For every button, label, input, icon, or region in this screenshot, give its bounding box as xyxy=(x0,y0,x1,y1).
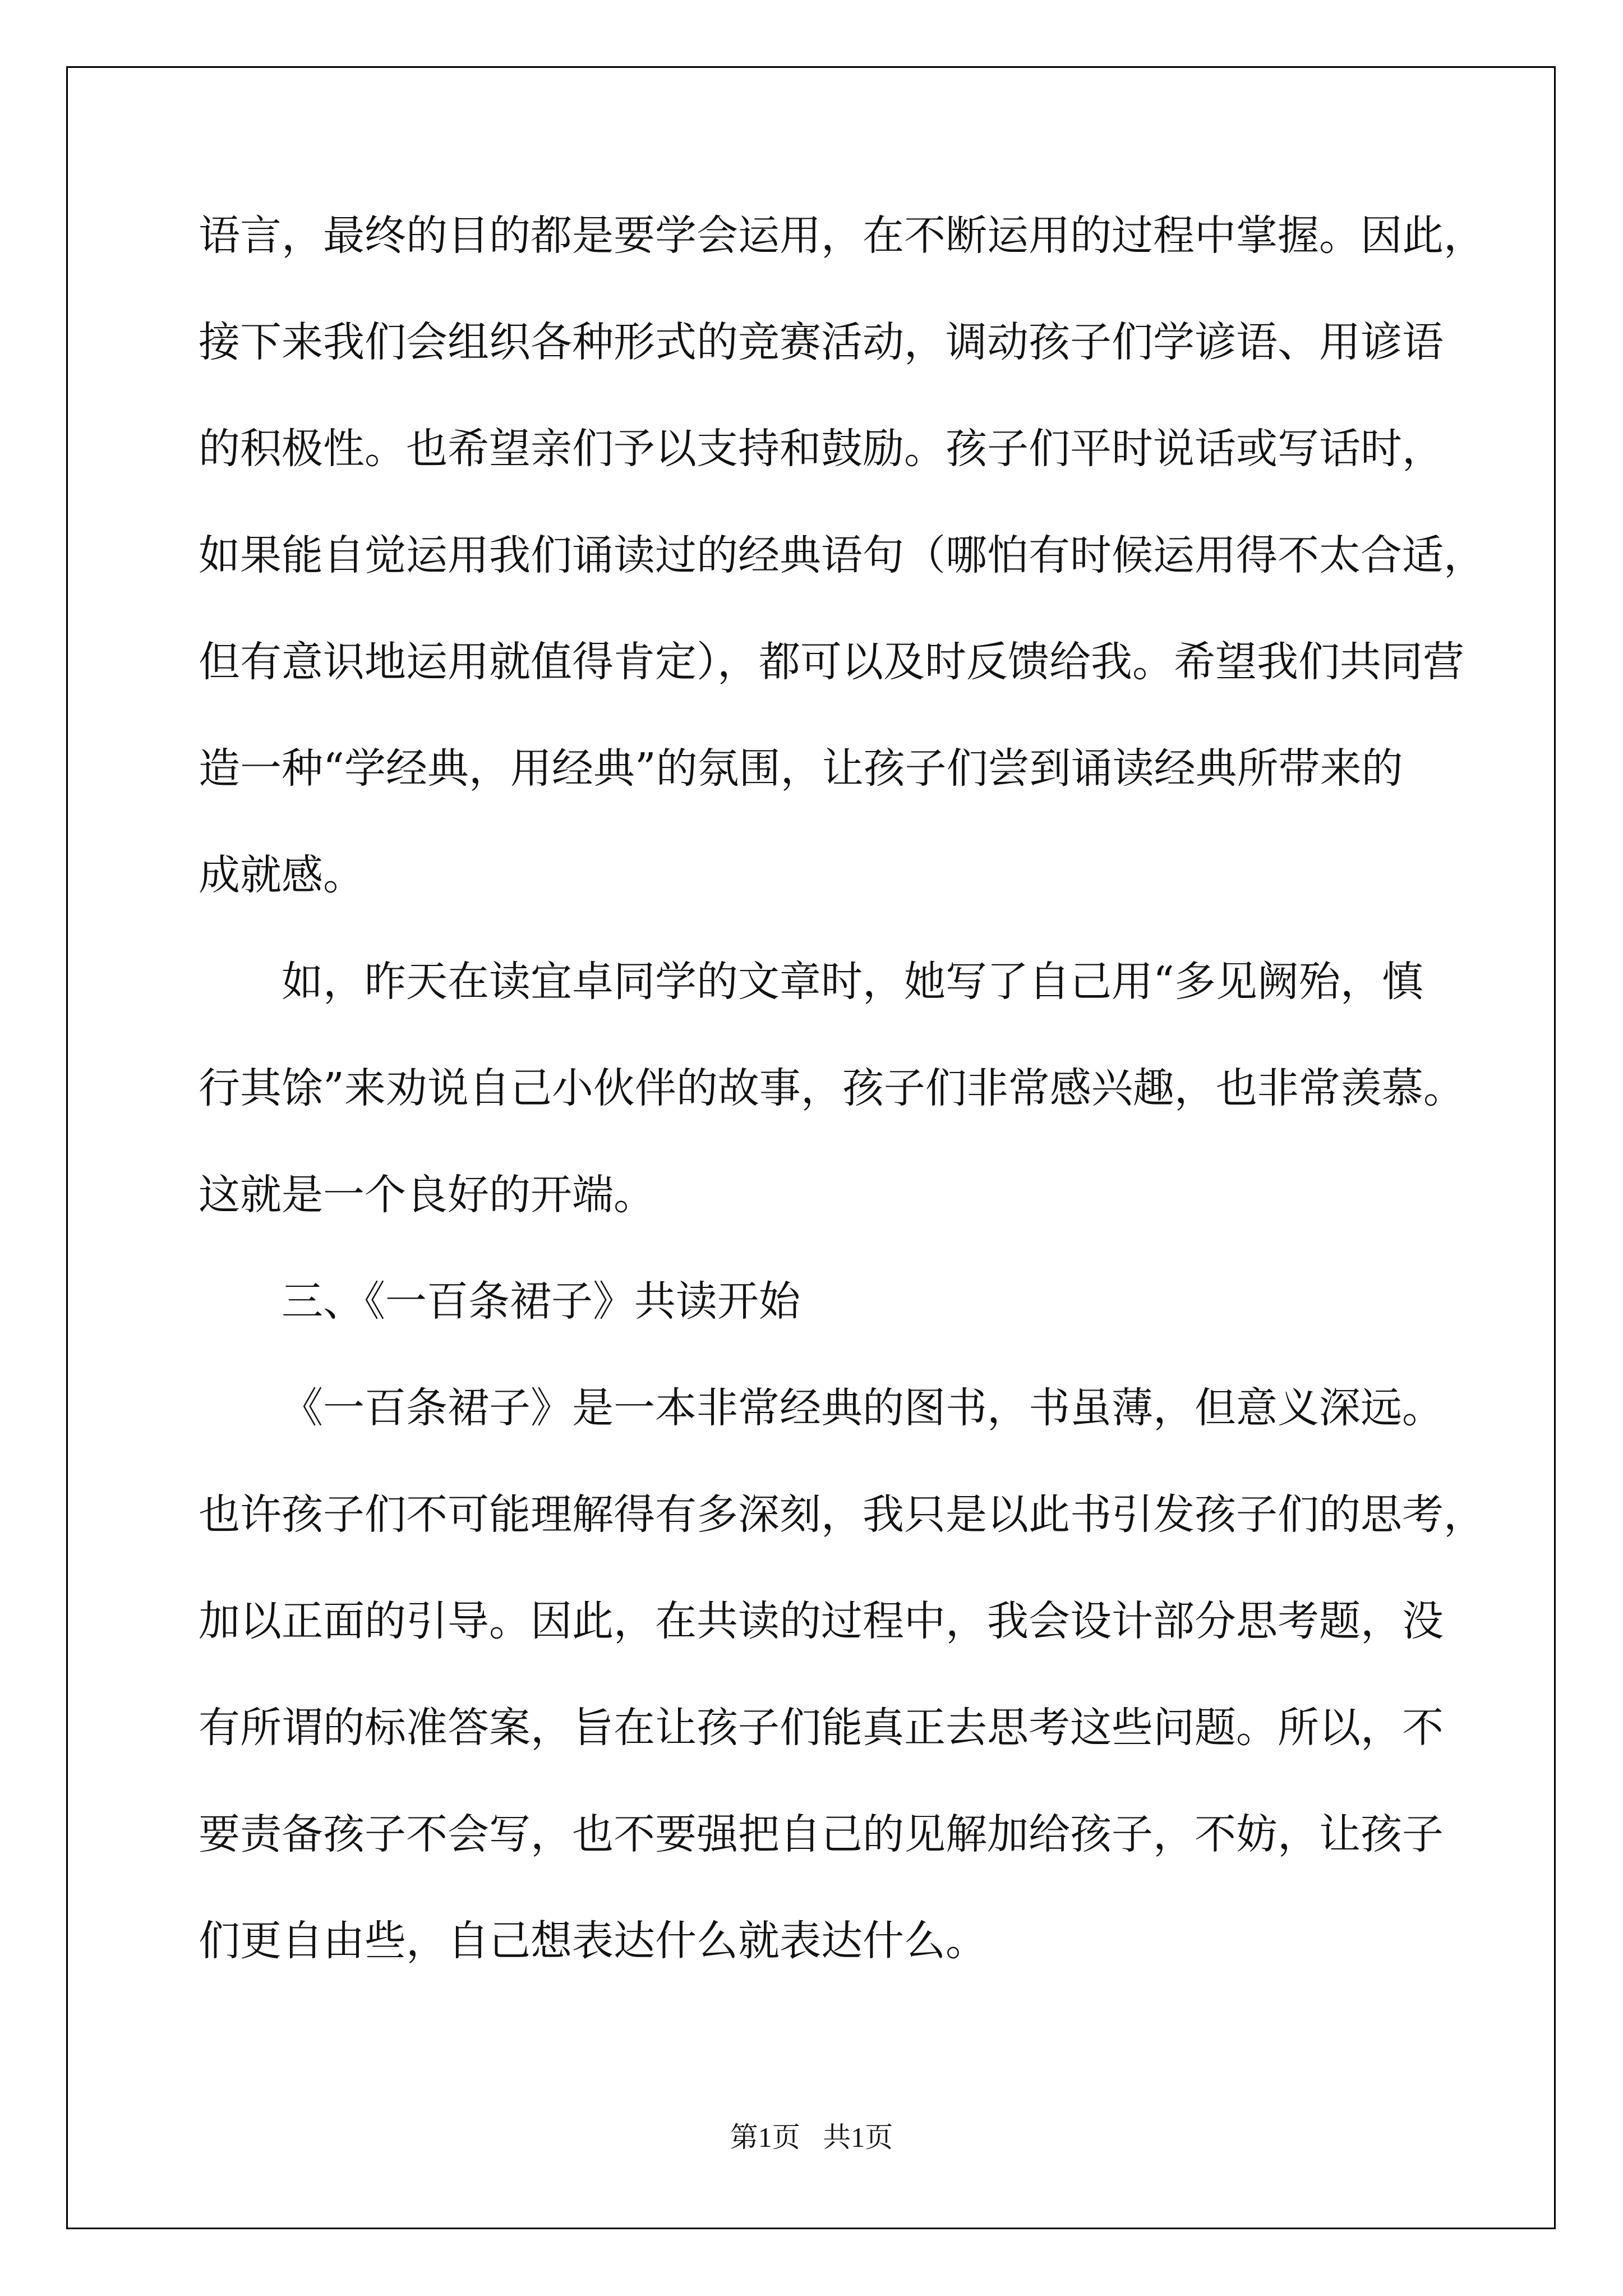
page-number-total: 共1页 xyxy=(823,2122,893,2153)
text-line: 这就是一个良好的开端。 xyxy=(199,1171,655,1219)
text-line: 接下来我们会组织各种形式的竞赛活动，调动孩子们学谚语、用谚语 xyxy=(199,318,1444,366)
text-line: 成就感。 xyxy=(199,851,365,899)
document-body xyxy=(199,182,1485,1994)
section-heading: 三、《一百条裙子》共读开始 xyxy=(282,1277,800,1326)
text-line: 的积极性。也希望亲们予以支持和鼓励。孩子们平时说话或写话时， xyxy=(199,425,1444,473)
text-line: 有所谓的标准答案，旨在让孩子们能真正去思考这些问题。所以，不 xyxy=(199,1704,1444,1752)
text-line: 行其馀”来劝说自己小伙伴的故事，孩子们非常感兴趣，也非常羡慕。 xyxy=(199,1064,1465,1112)
text-line: 如，昨天在读宜卓同学的文章时，她写了自己用“多见阙殆，慎 xyxy=(282,958,1423,1006)
text-line: 要责备孩子不会写，也不要强把自己的见解加给孩子，不妨，让孩子 xyxy=(199,1810,1444,1858)
text-line: 语言，最终的目的都是要学会运用，在不断运用的过程中掌握。因此， xyxy=(199,211,1485,260)
text-line: 也许孩子们不可能理解得有多深刻，我只是以此书引发孩子们的思考， xyxy=(199,1490,1485,1539)
text-line: 加以正面的引导。因此，在共读的过程中，我会设计部分思考题，没 xyxy=(199,1597,1444,1645)
text-line: 但有意识地运用就值得肯定），都可以及时反馈给我。希望我们共同营 xyxy=(199,638,1464,686)
text-line: 们更自由些，自己想表达什么就表达什么。 xyxy=(199,1917,987,1965)
page-footer xyxy=(0,2115,1623,2155)
text-line: 造一种“学经典，用经典”的氛围，让孩子们尝到诵读经典所带来的 xyxy=(199,744,1403,793)
text-line: 如果能自觉运用我们诵读过的经典语句（哪怕有时候运用得不太合适， xyxy=(199,531,1485,579)
page-number-current: 第1页 xyxy=(730,2122,800,2153)
text-line: 《一百条裙子》是一本非常经典的图书，书虽薄，但意义深远。 xyxy=(282,1384,1444,1432)
